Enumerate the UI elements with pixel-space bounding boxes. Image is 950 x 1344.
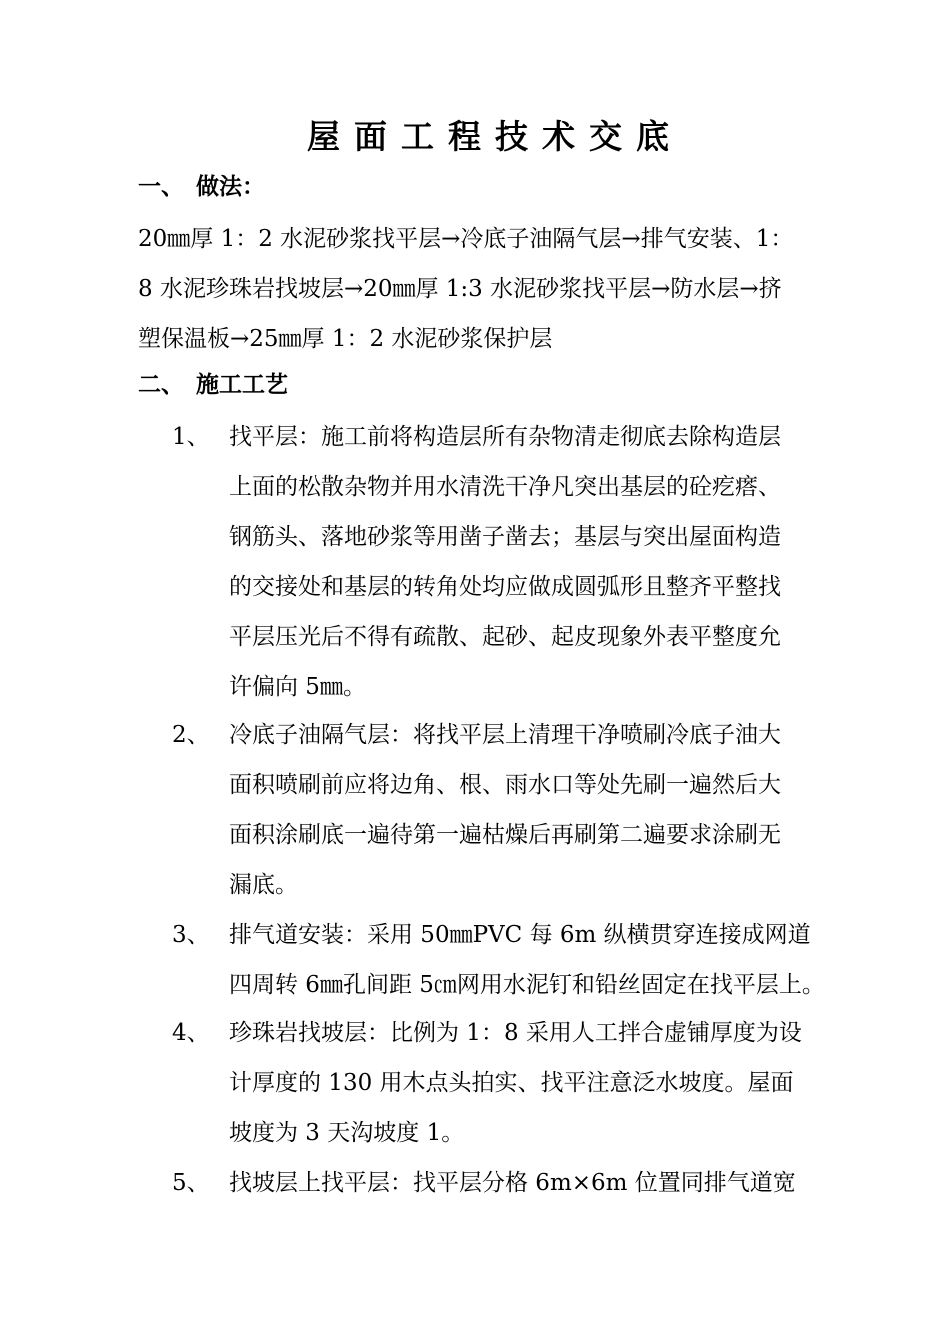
item-line: 许偏向 5㎜。 [229,674,366,700]
paragraph-line: 8 水泥珍珠岩找坡层→20㎜厚 1:3 水泥砂浆找平层→防水层→挤 [138,276,782,302]
section-heading-text: 施工工艺 [196,371,288,398]
item-line: 钢筋头、落地砂浆等用凿子凿去；基层与突出屋面构造 [229,524,781,550]
document-title: 屋面工程技术交底 [307,117,683,156]
section-number: 二、 [138,371,184,398]
item-line: 冷底子油隔气层：将找平层上清理干净喷刷冷底子油大 [229,722,781,748]
item-line: 坡度为 3 天沟坡度 1。 [229,1120,465,1146]
item-line: 排气道安装：采用 50㎜PVC 每 6m 纵横贯穿连接成网道 [229,922,811,948]
item-line: 面积喷刷前应将边角、根、雨水口等处先刷一遍然后大 [229,772,781,798]
item-line: 珍珠岩找坡层：比例为 1：8 采用人工拌合虚铺厚度为设 [229,1020,802,1046]
section-heading-method [138,172,265,202]
item-line: 平层压光后不得有疏散、起砂、起皮现象外表平整度允 [229,624,781,650]
item-line: 漏底。 [229,872,298,898]
item-line: 找坡层上找平层：找平层分格 6m×6m 位置同排气道宽 [229,1170,796,1196]
section-heading-process [138,370,288,400]
section-heading-text: 做法： [196,173,265,200]
method-paragraph [138,214,858,364]
item-number: 4、 [172,1020,210,1046]
item-text [229,1008,869,1158]
item-line: 面积涂刷底一遍待第一遍枯燥后再刷第二遍要求涂刷无 [229,822,781,848]
item-number: 5、 [172,1170,210,1196]
item-line: 的交接处和基层的转角处均应做成圆弧形且整齐平整找 [229,574,781,600]
section-number: 一、 [138,173,184,200]
item-text [229,1158,869,1208]
item-text [229,910,869,1010]
item-line: 上面的松散杂物并用水清洗干净凡突出基层的砼疙瘩、 [229,474,781,500]
paragraph-line: 塑保温板→25㎜厚 1：2 水泥砂浆保护层 [138,326,553,352]
item-number: 2、 [172,722,210,748]
item-number: 1、 [172,424,210,450]
item-line: 找平层：施工前将构造层所有杂物清走彻底去除构造层 [229,424,781,450]
item-text [229,710,869,910]
item-text [229,412,869,712]
item-number: 3、 [172,922,210,948]
item-line: 计厚度的 130 用木点头拍实、找平注意泛水坡度。屋面 [229,1070,794,1096]
paragraph-line: 20㎜厚 1：2 水泥砂浆找平层→冷底子油隔气层→排气安装、1： [138,226,794,252]
item-line: 四周转 6㎜孔间距 5㎝网用水泥钉和铅丝固定在找平层上。 [229,972,825,998]
